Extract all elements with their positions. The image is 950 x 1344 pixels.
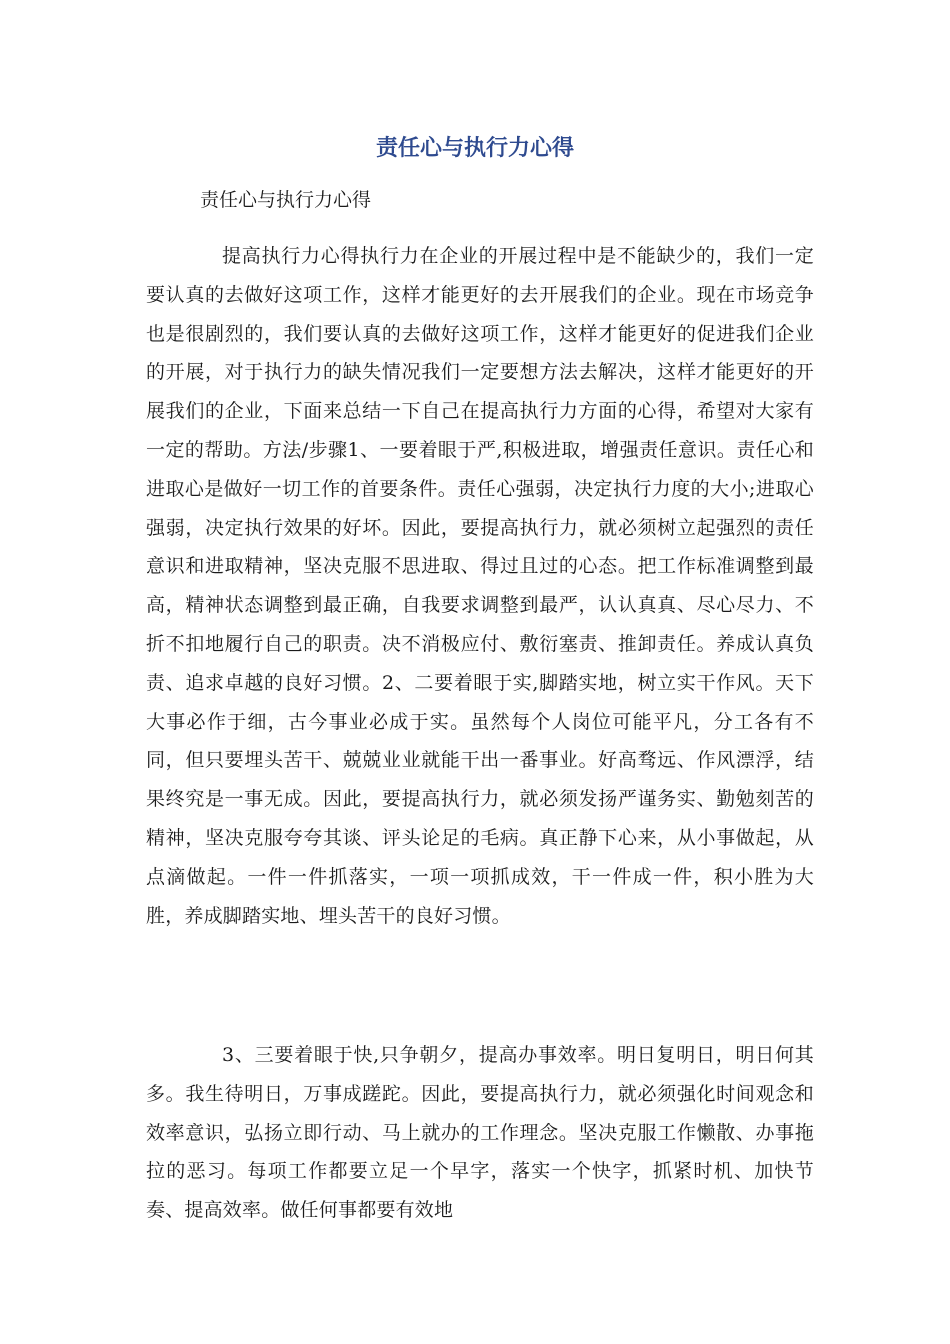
body-paragraph: 3、三要着眼于快,只争朝夕，提高办事效率。明日复明日，明日何其多。我生待明日，万事成蹉跎。因此，要提高执行力，就必须强化时间观念和效率意识，弘扬立即行动、马上就办的工作理念。坚决克服工作懒散、办事拖拉的恶习。每项工作都要立足一个早字，落实一个快字，抓紧时机、加快节奏、提高效率。做任何事都要有效地 bbox=[146, 1044, 814, 1222]
document-subtitle: 责任心与执行力心得 bbox=[200, 189, 372, 211]
body-paragraph: 提高执行力心得执行力在企业的开展过程中是不能缺少的，我们一定要认真的去做好这项工作，这样才能更好的去开展我们的企业。现在市场竞争也是很剧烈的，我们要认真的去做好这项工作，这样才能更好的促进我们企业的开展，对于执行力的缺失情况我们一定要想方法去解决，这样才能更好的开展我们的企业，下面来总结一下自己在提高执行力方面的心得，希望对大家有一定的帮助。方法/步骤1、一要着眼于严,积极进取，增强责任意识。责任心和进取心是做好一切工作的首要条件。责任心强弱，决定执行力度的大小;进取心强弱，决定执行效果的好坏。因此，要提高执行力，就必须树立起强烈的责任意识和进取精神，坚决克服不思进取、得过且过的心态。把工作标准调整到最高，精神状态调整到最正确，自我要求调整到最严，认认真真、尽心尽力、不折不扣地履行自己的职责。决不消极应付、敷衍塞责、推卸责任。养成认真负责、追求卓越的良好习惯。2、二要着眼于实,脚踏实地，树立实干作风。天下大事必作于细，古今事业必成于实。虽然每个人岗位可能平凡，分工各有不同，但只要埋头苦干、兢兢业业就能干出一番事业。好高骛远、作风漂浮，结果终究是一事无成。因此，要提高执行力，就必须发扬严谨务实、勤勉刻苦的精神，坚决克服夸夸其谈、评头论足的毛病。真正静下心来，从小事做起，从点滴做起。一件一件抓落实，一项一项抓成效，干一件成一件，积小胜为大胜，养成脚踏实地、埋头苦干的良好习惯。 bbox=[146, 245, 814, 927]
document-title: 责任心与执行力心得 bbox=[375, 136, 574, 161]
